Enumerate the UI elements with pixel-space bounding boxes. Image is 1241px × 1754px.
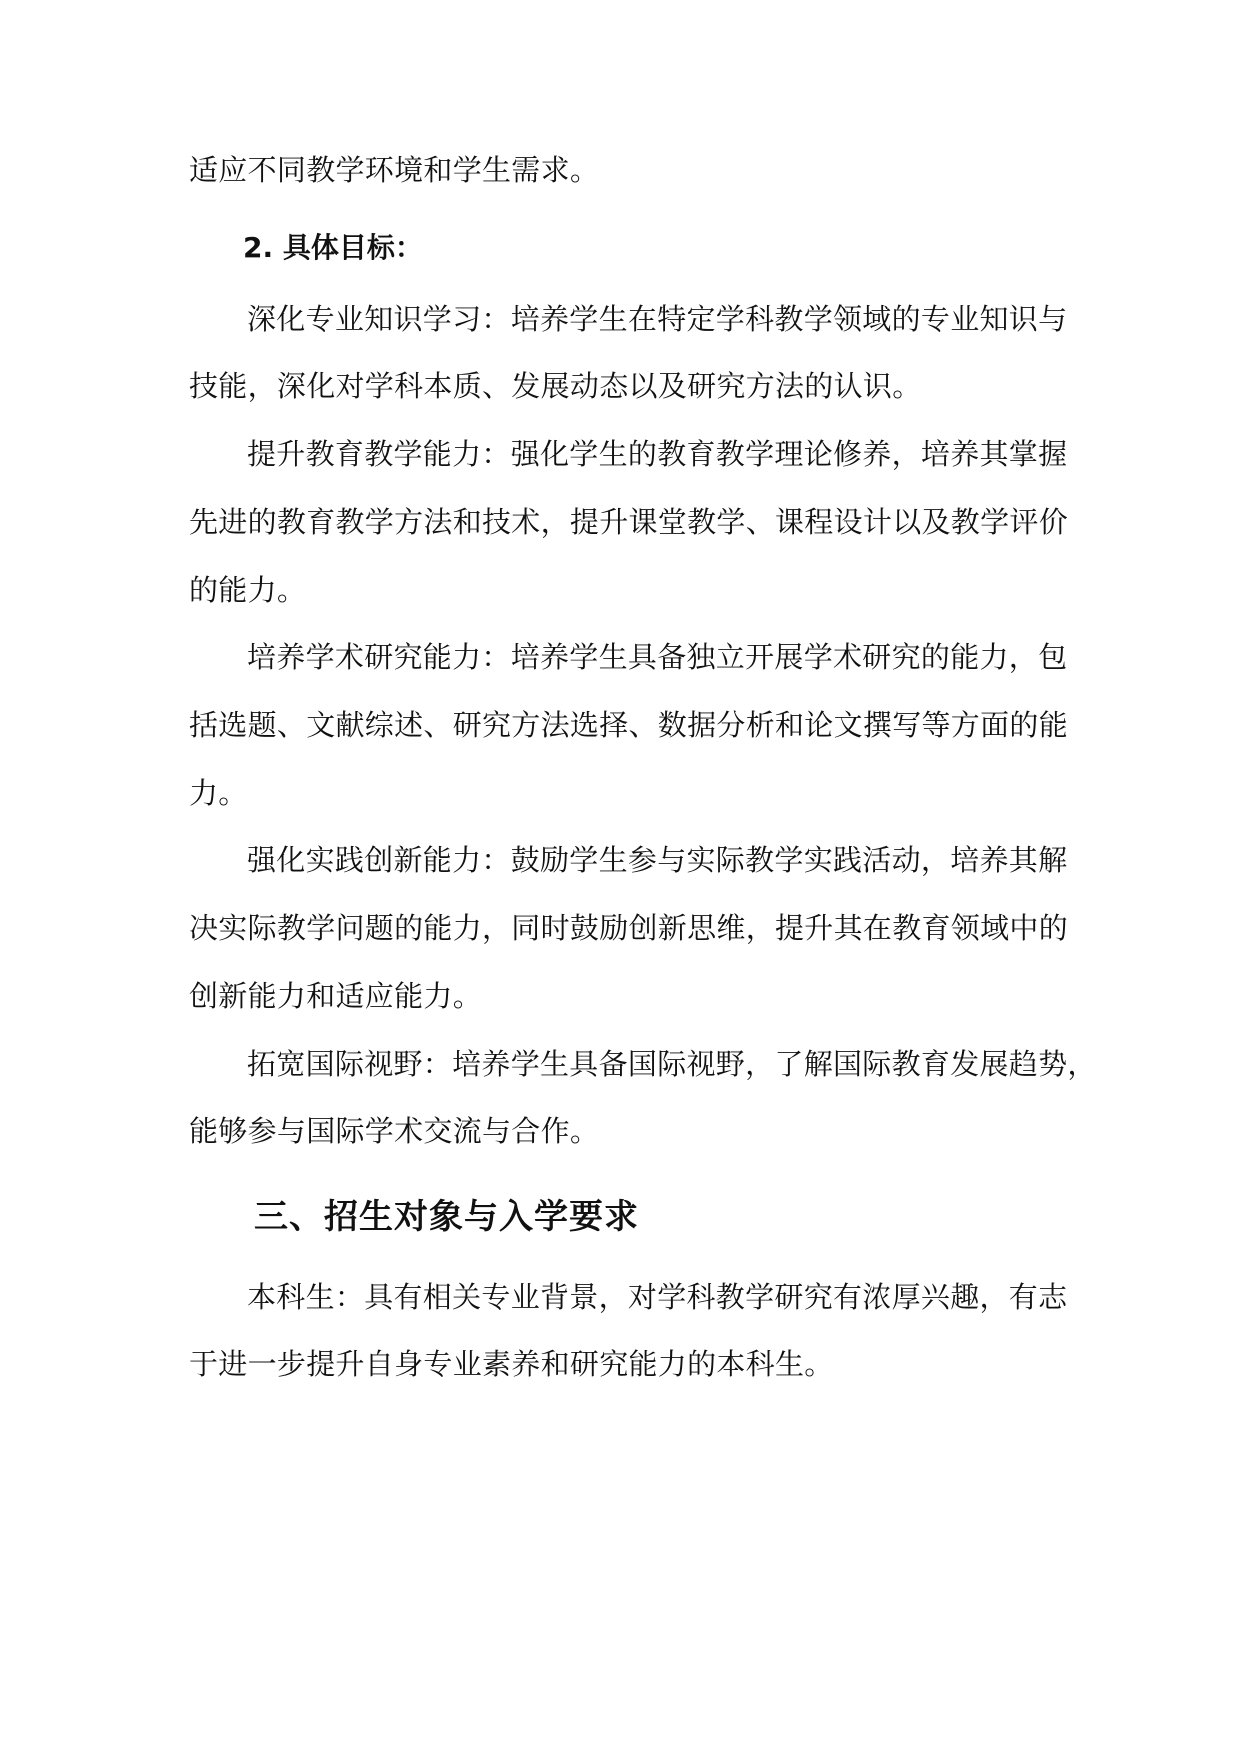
- paragraph-line: 于进一步提升自身专业素养和研究能力的本科生。: [189, 1347, 834, 1381]
- paragraph-line: 深化专业知识学习：培养学生在特定学科教学领域的专业知识与: [247, 302, 1068, 336]
- paragraph-line: 本科生：具有相关专业背景，对学科教学研究有浓厚兴趣，有志: [247, 1280, 1068, 1314]
- paragraph-line: 适应不同教学环境和学生需求。: [189, 153, 600, 187]
- paragraph-line: 培养学术研究能力：培养学生具备独立开展学术研究的能力，包: [247, 640, 1068, 674]
- paragraph-line: 技能，深化对学科本质、发展动态以及研究方法的认识。: [189, 369, 922, 403]
- paragraph-line: 的能力。: [189, 573, 307, 607]
- paragraph-line: 能够参与国际学术交流与合作。: [189, 1114, 600, 1148]
- paragraph-line: 决实际教学问题的能力，同时鼓励创新思维，提升其在教育领域中的: [189, 911, 1069, 945]
- paragraph-line: 括选题、文献综述、研究方法选择、数据分析和论文撰写等方面的能: [189, 708, 1069, 742]
- paragraph-line: 提升教育教学能力：强化学生的教育教学理论修养，培养其掌握: [247, 437, 1068, 471]
- paragraph-line: 强化实践创新能力：鼓励学生参与实际教学实践活动，培养其解: [247, 843, 1068, 877]
- section-subheading: 2. 具体目标：: [243, 231, 423, 264]
- paragraph-line: 拓宽国际视野：培养学生具备国际视野，了解国际教育发展趋势，: [247, 1047, 1097, 1081]
- paragraph-line: 先进的教育教学方法和技术，提升课堂教学、课程设计以及教学评价: [189, 505, 1069, 539]
- paragraph-line: 创新能力和适应能力。: [189, 979, 483, 1013]
- paragraph-line: 力。: [189, 776, 248, 810]
- section-heading: 三、招生对象与入学要求: [254, 1197, 639, 1237]
